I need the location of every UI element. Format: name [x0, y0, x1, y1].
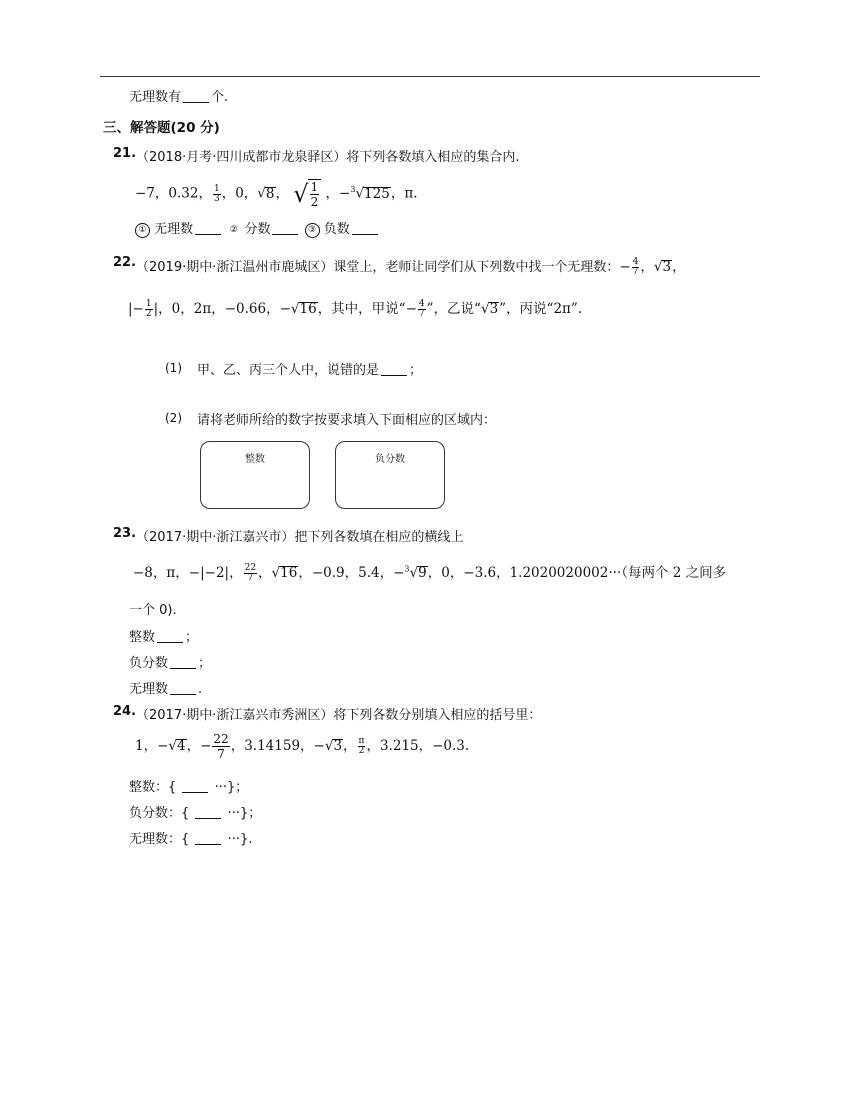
denominator: 7: [632, 267, 639, 277]
question-number: 23.: [113, 526, 137, 541]
text: ；: [185, 630, 199, 645]
label: 无理数：{: [129, 832, 190, 847]
radicand: 16: [280, 565, 298, 581]
answer-blank[interactable]: [272, 221, 298, 235]
question-number: 21.: [113, 146, 137, 161]
radicand: 9: [418, 565, 427, 581]
radicand: 3: [662, 259, 672, 275]
fraction: [244, 564, 257, 583]
text: 甲、乙、丙三个人中，说错的是: [197, 363, 380, 378]
bracket-integers: [129, 776, 248, 795]
num: ，3.215，−0.3.: [366, 738, 470, 754]
text: ；: [198, 656, 212, 671]
number-list: 1，−√4，− $\frac{22}{7}$ ，3.14159，−√3， $\frac{\pi}{2}$ ，3.215，−0.3.: [135, 732, 470, 761]
answer-blank[interactable]: [195, 831, 221, 845]
negative-fraction-answer-box[interactable]: [335, 441, 445, 509]
radicand: 16: [299, 301, 317, 317]
denominator: 7: [247, 573, 254, 583]
circled-number-3: ③: [305, 223, 320, 238]
radicand-box: [308, 179, 322, 209]
radicand: 4: [177, 738, 186, 754]
root-index: 3: [350, 185, 356, 194]
num: −7，0.32，: [135, 185, 212, 202]
number-list: −8，π，−|−2|， $\frac{22}{7}$ ，√16，−0.9，5.4，−$^3$√9，0，−3.6，1.2020020002···（每两个 2 之间多: [133, 563, 727, 583]
sub-question-2: 请将老师所给的数字按要求填入下面相应的区域内：: [197, 413, 497, 428]
text: ···}；: [214, 780, 249, 795]
answer-line-irrationals: [129, 678, 202, 697]
box-label: 整数: [245, 454, 265, 465]
radical-sign: √: [355, 185, 365, 202]
question-number: 24.: [113, 704, 137, 719]
fraction: [632, 258, 640, 277]
answer-blank[interactable]: [170, 655, 196, 669]
answer-blank[interactable]: [381, 362, 407, 376]
fraction: [145, 300, 153, 319]
label: 无理数: [129, 682, 169, 697]
num: ，−: [186, 738, 212, 754]
fraction: [418, 300, 426, 319]
numerator: 1: [310, 180, 319, 194]
num: ，0，−3.6，1.2020020002···（每两个 2 之间多: [427, 565, 727, 581]
num: ，: [343, 738, 357, 754]
continuation: 一个 0).: [129, 603, 177, 618]
text: ···}.: [227, 832, 253, 847]
numerator: π: [358, 736, 365, 746]
answer-blank[interactable]: [195, 805, 221, 819]
label: 分数: [244, 222, 271, 237]
bracket-irrationals: [129, 828, 252, 847]
num: ，: [275, 185, 289, 202]
box-label: 负分数: [375, 454, 405, 465]
big-radical-sign: √: [293, 180, 309, 208]
answer-blank[interactable]: [183, 89, 209, 103]
fraction: [213, 185, 221, 204]
radicand: 3: [333, 738, 343, 754]
sub-number: (2): [165, 411, 182, 425]
num: 1，−: [135, 738, 169, 754]
circled-number-2: ②: [229, 225, 238, 235]
question-stem: （2017·期中·浙江嘉兴市秀洲区）将下列各数分别填入相应的括号里：: [136, 708, 542, 723]
label: 负数: [323, 222, 350, 237]
root-index: 3: [404, 564, 410, 574]
text: ···}；: [227, 806, 262, 821]
numerator: 1: [213, 183, 220, 194]
num: −8，π，−|−2|，: [133, 565, 243, 581]
num: ，其中，甲说“−: [317, 301, 417, 317]
fraction: [310, 180, 320, 209]
radicand: 3: [489, 301, 499, 317]
num: |，0，2π，−0.66，−: [153, 301, 291, 317]
label: 负分数：{: [129, 806, 190, 821]
question-stem: [136, 255, 686, 277]
label: 负分数: [129, 656, 169, 671]
num: ，: [258, 565, 272, 581]
text: .: [198, 682, 203, 697]
text: ；: [409, 363, 423, 378]
stem-text: （2019·期中·浙江温州市鹿城区）课堂上，老师让同学们从下列数中找一个无理数：: [136, 260, 620, 275]
numerator: 4: [632, 257, 639, 267]
numerator: 22: [213, 732, 229, 746]
answer-line-negative-fractions: [129, 652, 211, 671]
question-stem: （2018·月考·四川成都市龙泉驿区）将下列各数填入相应的集合内.: [136, 150, 520, 165]
answer-blank[interactable]: [157, 629, 183, 643]
number-list: |− $\frac{1}{2}$ |，0，2π，−0.66，−√16，其中，甲说“− $\frac{4}{7}$ ”，乙说“√3”，丙说“2π”.: [128, 299, 583, 319]
circled-number-1: ①: [135, 223, 150, 238]
section-title: 三、解答题(20 分): [103, 120, 220, 136]
denominator: 7: [418, 309, 425, 319]
text: 无理数有: [129, 90, 182, 105]
fraction: [358, 737, 366, 756]
radicand: 125: [364, 185, 390, 202]
num: ，π.: [390, 185, 418, 202]
denominator: 2: [310, 195, 319, 209]
radicand: 8: [265, 185, 275, 202]
bracket-negative-fractions: [129, 802, 261, 821]
number-list: [135, 173, 418, 207]
number-a: − $\frac{4}{7}$ ，√3，: [619, 257, 686, 277]
numerator: 4: [418, 299, 425, 309]
question-number: 22.: [113, 255, 137, 270]
num: |−: [128, 301, 144, 317]
header-rule: [100, 76, 760, 77]
answer-blank[interactable]: [170, 681, 196, 695]
denominator: 7: [217, 747, 225, 761]
answer-blank[interactable]: [195, 221, 221, 235]
label: 整数: [129, 630, 156, 645]
denominator: 2: [358, 746, 365, 756]
irrational-count-line: [129, 86, 228, 105]
sub-number: (1): [165, 361, 182, 375]
num: ，0，: [221, 185, 258, 202]
label: 无理数: [154, 222, 194, 237]
radical-sign: √: [257, 185, 266, 202]
num: ，−: [325, 185, 351, 202]
denominator: 3: [213, 193, 220, 204]
sub-question-1: [197, 359, 422, 378]
question-stem: （2017·期中·浙江嘉兴市）把下列各数填在相应的横线上: [136, 530, 464, 545]
answer-blank[interactable]: [182, 779, 208, 793]
numerator: 1: [145, 299, 152, 309]
denominator: 2: [145, 309, 152, 319]
answer-blank[interactable]: [352, 221, 378, 235]
integer-answer-box[interactable]: [200, 441, 310, 509]
answer-line-integers: [129, 626, 198, 645]
fraction: [212, 732, 229, 761]
set-answers: [135, 218, 380, 238]
num: ”，丙说“2π”.: [499, 301, 583, 317]
num: ，3.14159，−: [230, 738, 325, 754]
num: ，−0.9，5.4，−: [298, 565, 405, 581]
num: ”，乙说“: [426, 301, 481, 317]
label: 整数：{: [129, 780, 177, 795]
numerator: 22: [244, 563, 257, 573]
text: 个.: [211, 90, 229, 105]
